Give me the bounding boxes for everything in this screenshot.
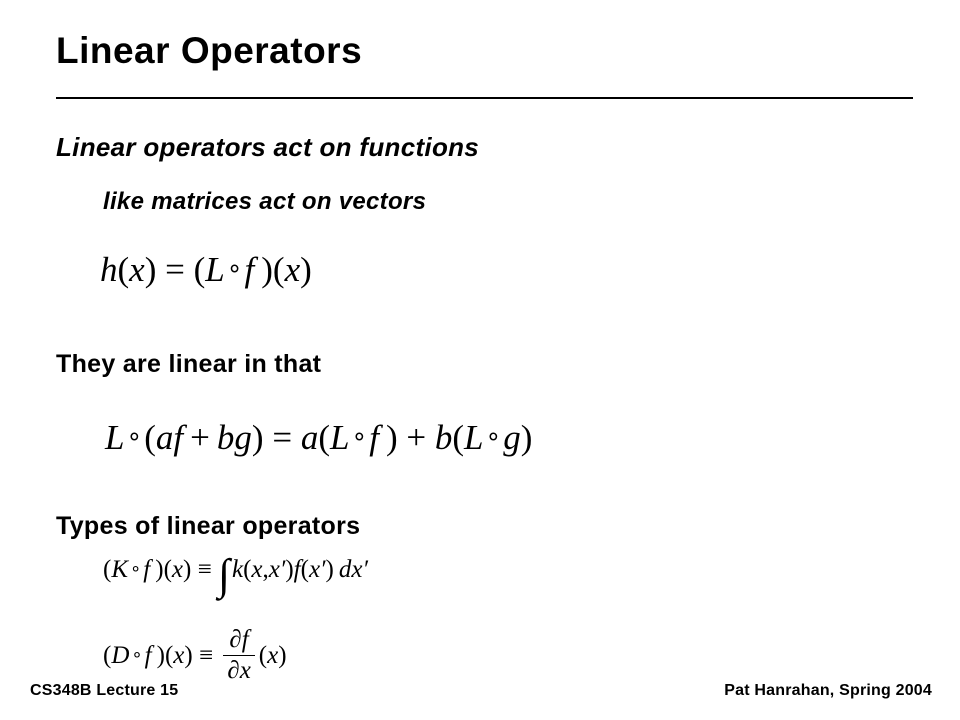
eq4-D: D: [111, 642, 130, 670]
page-title: Linear Operators: [56, 30, 363, 71]
eq1-rparen2: ): [261, 250, 273, 289]
eq3-xprime1: x′: [268, 556, 286, 583]
integral-icon: ∫: [217, 551, 230, 600]
eq4-rparen3: ): [278, 642, 287, 670]
eq3-k: k: [231, 556, 244, 583]
title-divider: [56, 97, 913, 99]
eq3-equiv: ≡: [197, 556, 212, 583]
eq2-ring1: ∘: [126, 423, 143, 451]
eq3-K: K: [111, 556, 129, 583]
equation-1: [100, 250, 312, 290]
eq2-g1: g: [234, 418, 252, 457]
eq1-x1: x: [129, 250, 145, 289]
eq3-f2: f: [293, 556, 301, 583]
eq4-numerator: ∂f: [223, 626, 254, 656]
eq1-lparen2: (: [193, 250, 206, 289]
equation-4: [103, 628, 287, 687]
bullet-item-4: Types of linear operators: [56, 512, 361, 540]
eq4-lparen2: (: [164, 642, 174, 670]
eq4-lparen1: (: [103, 642, 112, 670]
eq2-equals: =: [272, 418, 293, 457]
eq1-f: f: [244, 250, 255, 289]
eq2-plus2: +: [406, 418, 427, 457]
eq4-equiv: ≡: [198, 642, 214, 670]
eq2-g2: g: [503, 418, 521, 457]
eq2-lparen1: (: [144, 418, 156, 457]
eq3-xprime3: x′: [351, 556, 368, 583]
eq2-a1: a: [155, 418, 174, 457]
eq3-xprime2: x′: [308, 556, 326, 583]
eq3-rparen2: ): [183, 556, 192, 583]
eq2-rparen1: ): [251, 418, 264, 457]
eq3-lparen2: (: [163, 556, 172, 583]
bullet-item-1: Linear operators act on functions: [56, 132, 480, 162]
eq2-f2: f: [369, 418, 379, 457]
eq1-lparen3: (: [272, 250, 285, 289]
eq2-lparen3: (: [452, 418, 465, 457]
eq2-plus1: +: [190, 418, 210, 457]
footer-author-label: Pat Hanrahan, Spring 2004: [724, 682, 932, 699]
eq2-ring2: ∘: [351, 423, 368, 451]
eq1-ring1: ∘: [226, 255, 243, 283]
eq3-dx: d: [338, 556, 352, 583]
eq1-x2: x: [284, 250, 301, 289]
eq2-rparen2: ): [385, 418, 398, 457]
equation-2: [105, 418, 532, 458]
eq3-x2: x: [251, 556, 263, 583]
eq3-x1: x: [171, 556, 184, 583]
eq3-comma: ,: [262, 556, 269, 583]
footer-lecture-label: CS348B Lecture 15: [30, 682, 179, 699]
eq2-f1: f: [173, 418, 184, 457]
eq4-ring1: ∘: [131, 644, 143, 664]
eq4-lparen3: (: [258, 642, 268, 670]
eq1-rparen3: ): [300, 250, 312, 289]
eq3-ring1: ∘: [130, 557, 142, 578]
eq1-rparen1: ): [144, 250, 157, 289]
bullet-item-3: They are linear in that: [56, 350, 322, 378]
eq1-lparen1: (: [117, 250, 130, 289]
eq3-rparen4: ): [325, 556, 334, 583]
eq2-L2: L: [329, 418, 350, 457]
eq2-rparen3: ): [520, 418, 533, 457]
eq2-L1: L: [105, 418, 125, 457]
eq2-a2: a: [300, 418, 319, 457]
eq4-x1: x: [173, 642, 185, 670]
eq4-f1: f: [144, 642, 152, 670]
eq4-rparen1: ): [156, 642, 165, 670]
eq4-x2: x: [267, 642, 279, 670]
eq3-rparen3: ): [285, 556, 294, 583]
eq3-lparen1: (: [103, 556, 112, 583]
eq3-f1: f: [143, 556, 151, 583]
eq2-ring3: ∘: [485, 423, 502, 451]
eq2-b1: b: [216, 418, 235, 457]
equation-3: [103, 551, 368, 600]
eq1-equals: =: [165, 250, 185, 289]
eq3-rparen1: ): [155, 556, 164, 583]
eq2-b2: b: [434, 418, 453, 457]
eq3-lparen4: (: [300, 556, 309, 583]
eq4-fraction: [223, 626, 254, 685]
eq1-h: h: [100, 250, 118, 289]
eq2-L3: L: [464, 418, 484, 457]
bullet-item-2: like matrices act on vectors: [103, 188, 427, 215]
eq1-L: L: [205, 250, 225, 289]
eq3-lparen3: (: [243, 556, 252, 583]
eq4-rparen2: ): [184, 642, 193, 670]
eq4-denominator: ∂x: [227, 657, 251, 684]
eq2-lparen2: (: [318, 418, 330, 457]
